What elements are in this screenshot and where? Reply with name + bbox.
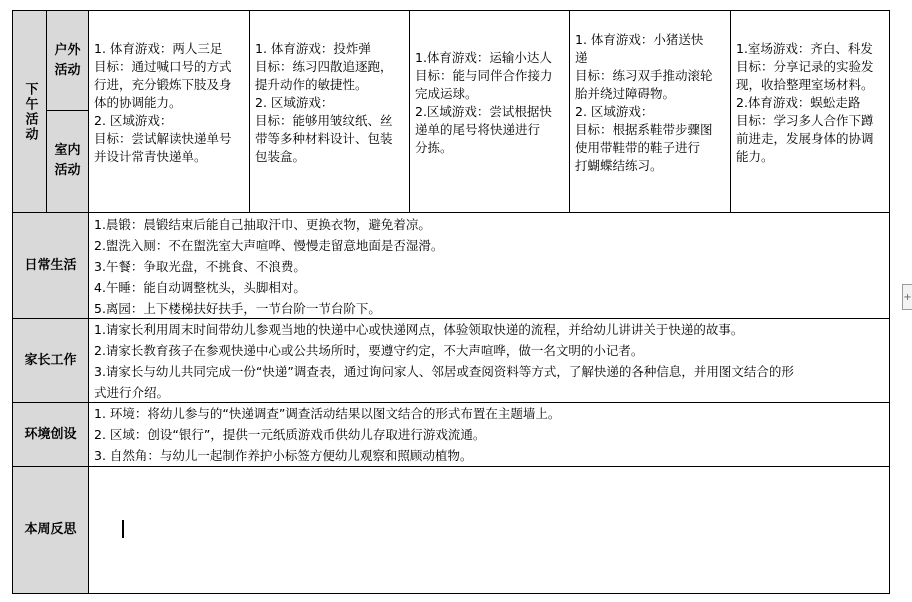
day-2-line: 包装盒。 — [255, 149, 306, 164]
afternoon-day-3-cell[interactable] — [415, 49, 568, 157]
weekly-reflection-label: 本周反思 — [24, 522, 77, 537]
day-1-line: 并设计常青快递单。 — [94, 149, 207, 164]
day-4-line: 目标：根据系鞋带步骤图 — [575, 122, 713, 137]
day-3-line: 递单的尾号将快递进行 — [415, 122, 541, 137]
day-2-line: 提升动作的敏捷性。 — [255, 77, 368, 92]
indoor-activities-label: 室内活动 — [54, 143, 81, 178]
afternoon-activities-label: 下午活动 — [22, 81, 38, 142]
afternoon-day-4-cell[interactable] — [575, 31, 729, 175]
day-3-line: 1.体育游戏：运输小达人 — [415, 50, 552, 65]
parent-work-label: 家长工作 — [24, 352, 77, 368]
weekly-reflection-content[interactable] — [94, 470, 888, 590]
afternoon-day-1-cell[interactable] — [94, 40, 248, 166]
day-5-line: 目标：学习多人合作下蹲 — [736, 113, 874, 128]
daily-life-item: 2.盥洗入厕：不在盥洗室大声喧哗、慢慢走留意地面是否湿滑。 — [94, 238, 444, 253]
day-5-line: 2.体育游戏：蜈蚣走路 — [736, 95, 861, 110]
day-2-line: 目标：能够用皱纹纸、丝 — [255, 113, 393, 128]
day-5-line: 现，收拾整理室场材料。 — [736, 77, 874, 92]
day-3-line: 分拣。 — [415, 140, 453, 155]
daily-life-item: 5.离园：上下楼梯扶好扶手，一节台阶一节台阶下。 — [94, 301, 381, 316]
day-3-line: 完成运球。 — [415, 86, 478, 101]
parent-work-content[interactable] — [94, 319, 888, 403]
parent-work-item: 3.请家长与幼儿共同完成一份“快递”调查表，通过询问家人、邻居或查阅资料等方式，了解快递的各种信息，并用图文结合的形 — [94, 364, 794, 379]
day-5-line: 能力。 — [736, 149, 774, 164]
environment-item: 1. 环境：将幼儿参与的“快递调查”调查活动结果以图文结合的形式布置在主题墙上。 — [94, 406, 561, 421]
day-4-line: 使用带鞋带的鞋子进行 — [575, 140, 701, 155]
day-5-line: 前进走，发展身体的协调 — [736, 131, 874, 146]
day-4-line: 胎并绕过障碍物。 — [575, 86, 676, 101]
day-4-line: 打蝴蝶结练习。 — [575, 158, 663, 173]
parent-work-item: 式进行介绍。 — [94, 385, 170, 400]
parent-work-item: 2.请家长教育孩子在参观快递中心或公共场所时，要遵守约定，不大声喧哗，做一名文明的小记者。 — [94, 343, 644, 358]
page-edge-handle-icon[interactable]: + — [902, 284, 912, 310]
daily-life-content[interactable] — [94, 214, 888, 319]
environment-item: 3. 自然角：与幼儿一起制作养护小标签方便幼儿观察和照顾动植物。 — [94, 448, 473, 463]
day-1-line: 2. 区域游戏： — [94, 113, 173, 128]
outdoor-activities-label: 户外活动 — [54, 43, 81, 78]
day-2-line: 目标：练习四散追逐跑， — [255, 59, 393, 74]
day-1-line: 体的协调能力。 — [94, 95, 182, 110]
text-cursor — [122, 520, 124, 538]
day-2-line: 2. 区域游戏： — [255, 95, 334, 110]
afternoon-day-2-cell[interactable] — [255, 40, 408, 166]
day-3-line: 2.区域游戏：尝试根据快 — [415, 104, 552, 119]
day-2-line: 1. 体育游戏：投炸弹 — [255, 41, 371, 56]
daily-life-item: 1.晨锻：晨锻结束后能自己抽取汗巾、更换衣物，避免着凉。 — [94, 217, 431, 232]
environment-item: 2. 区域：创设“银行”，提供一元纸质游戏币供幼儿存取进行游戏流通。 — [94, 427, 486, 442]
day-3-line: 目标：能与同伴合作接力 — [415, 68, 553, 83]
day-1-line: 行进，充分锻炼下肢及身 — [94, 77, 232, 92]
daily-life-label: 日常生活 — [24, 257, 77, 273]
environment-label: 环境创设 — [24, 426, 77, 442]
day-5-line: 目标：分享记录的实验发 — [736, 59, 874, 74]
parent-work-item: 1.请家长利用周末时间带幼儿参观当地的快递中心或快递网点，体验领取快递的流程，并给幼儿讲讲关于快递的故事。 — [94, 322, 744, 337]
daily-life-item: 4.午睡：能自动调整枕头，头脚相对。 — [94, 280, 306, 295]
day-2-line: 带等多种材料设计、包装 — [255, 131, 393, 146]
day-4-line: 2. 区域游戏： — [575, 104, 654, 119]
afternoon-day-5-cell[interactable] — [736, 40, 889, 166]
day-4-line: 1. 体育游戏：小猪送快 — [575, 32, 704, 47]
day-4-line: 递 — [575, 50, 588, 65]
environment-content[interactable] — [94, 403, 888, 466]
day-1-line: 目标：通过喊口号的方式 — [94, 59, 232, 74]
day-1-line: 1. 体育游戏：两人三足 — [94, 41, 223, 56]
day-1-line: 目标：尝试解读快递单号 — [94, 131, 232, 146]
day-4-line: 目标：练习双手推动滚轮 — [575, 68, 713, 83]
daily-life-item: 3.午餐：争取光盘，不挑食、不浪费。 — [94, 259, 306, 274]
day-5-line: 1.室场游戏：齐白、科发 — [736, 41, 873, 56]
